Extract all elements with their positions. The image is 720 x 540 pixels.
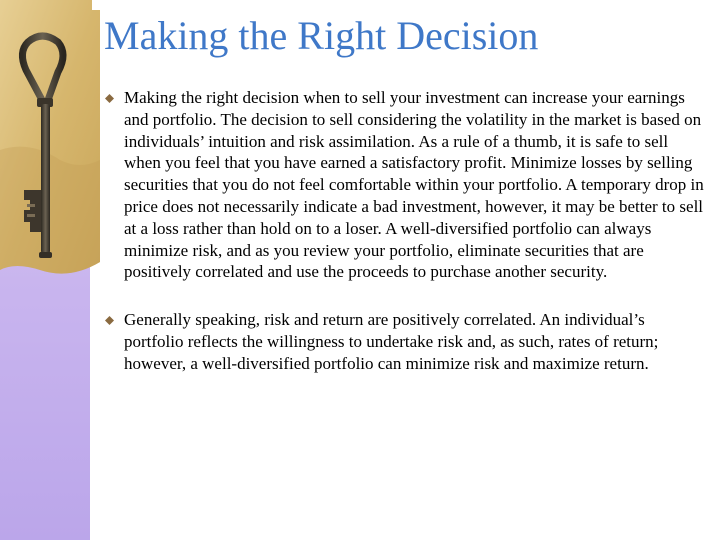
bullet-text: Making the right decision when to sell your investment can increase your earnings and portfolio. The decision to sell considering the volatility in the market is based on individuals’ intuition and risk assimilation. As a rule of a thumb, it is safe to sell when you feel that you have earned a satisfactory profit. Minimize losses by selling securities that you do not feel comfortable within your portfolio. A temporary drop in price does not necessarily indicate a bad investment, however, it may be better to sell at a loss rather than hold on to a loser. A well-diversified portfolio can always minimize risk, and as you review your portfolio, eliminate securities that are positively correlated and use the proceeds to purchase another security.: [124, 88, 704, 282]
bullet-item: [104, 309, 704, 374]
slide-title: Making the Right Decision: [104, 13, 539, 58]
bullet-item: [104, 87, 704, 283]
diamond-bullet-icon: [105, 316, 114, 325]
antique-key-icon: [0, 0, 100, 300]
bullet-list: [104, 87, 704, 375]
bullet-text: Generally speaking, risk and return are positively correlated. An individual’s portfolio reflects the willingness to undertake risk and, as such, rates of return; however, a well-diversified portfolio can minimize risk and maximize return.: [124, 310, 659, 373]
diamond-bullet-icon: [105, 94, 114, 103]
